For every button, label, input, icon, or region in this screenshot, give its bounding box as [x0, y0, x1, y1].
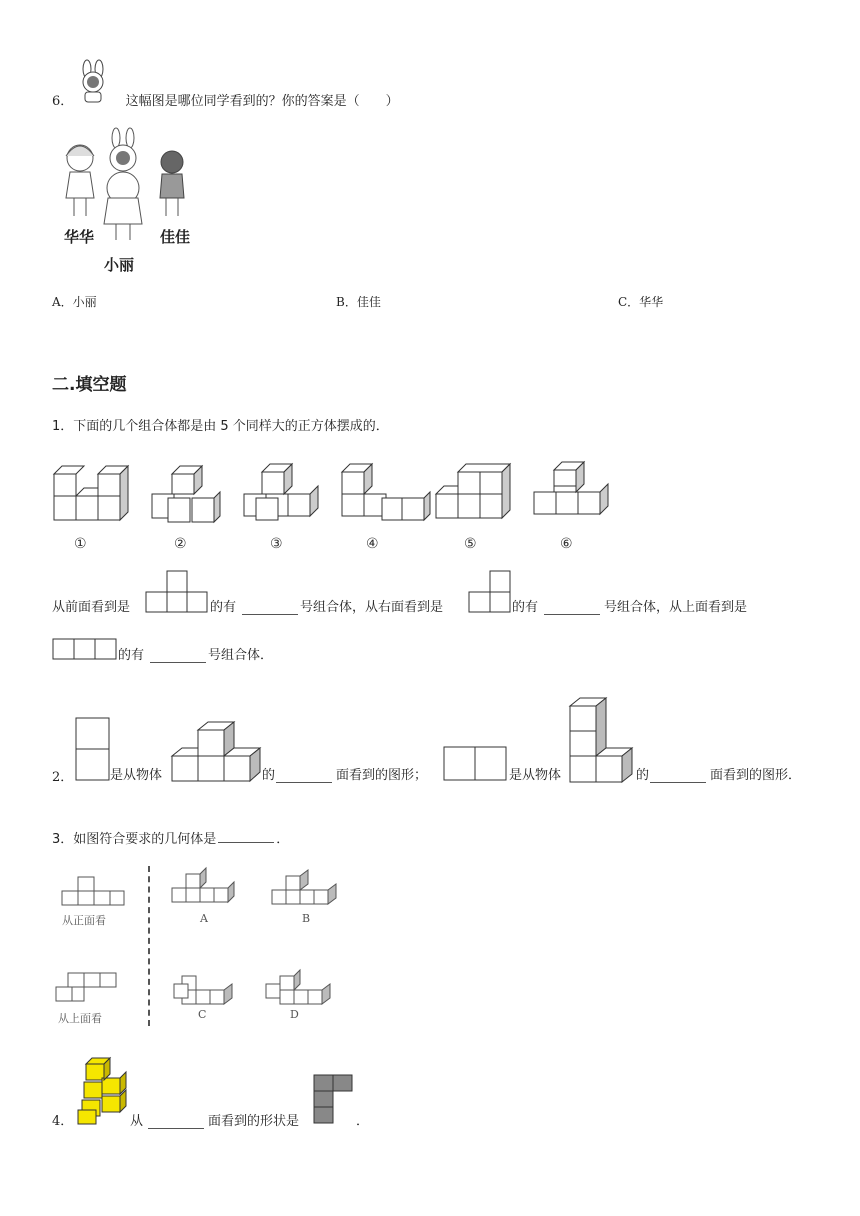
- f2-text-a: 是从物体: [110, 768, 163, 783]
- f1-line1-e: 号组合体，从上面看到是: [604, 600, 748, 615]
- f4-yellow-cubes: [76, 1056, 132, 1126]
- f3-top-view: [54, 972, 120, 1006]
- q6-option-b[interactable]: B．佳佳: [336, 295, 381, 309]
- f1-cube-assemblies: [52, 460, 632, 530]
- f1-line1-d: 的有: [512, 600, 539, 615]
- f4-text-b: 面看到的形状是: [208, 1114, 300, 1129]
- f2-blank-1[interactable]: [276, 770, 332, 783]
- f3-front-caption: 从正面看: [62, 914, 106, 927]
- f1-label-5: ⑤: [464, 536, 477, 552]
- f1-top-view-shape: [52, 638, 118, 660]
- f3-label-d: D: [290, 1008, 299, 1021]
- f1-front-view-shape: [145, 570, 209, 614]
- f2-number: 2．: [52, 770, 74, 785]
- f2-object-1: [170, 720, 262, 782]
- f1-line1-b: 的有: [210, 600, 237, 615]
- f1-blank-3[interactable]: [150, 650, 206, 663]
- f2-text-c: 面看到的图形；: [336, 768, 428, 783]
- q6-question: [52, 94, 399, 110]
- f1-blank-2[interactable]: [544, 602, 600, 615]
- f1-label-1: ①: [74, 536, 87, 552]
- f1-blank-1[interactable]: [242, 602, 298, 615]
- f3-top-caption: 从上面看: [58, 1012, 102, 1025]
- f2-text-b: 的: [262, 768, 276, 783]
- f4-text-a: 从: [130, 1114, 144, 1129]
- f1-right-view-shape: [468, 570, 512, 614]
- q6-name-middle: 小丽: [104, 256, 135, 274]
- f2-text-f: 面看到的图形．: [710, 768, 802, 783]
- f4-gray-shape: [313, 1074, 355, 1124]
- f1-label-4: ④: [366, 536, 379, 552]
- f1-line1-c: 号组合体，从右面看到是: [300, 600, 444, 615]
- f3-front-view: [60, 876, 126, 908]
- f2-object-2: [568, 696, 636, 786]
- f3-blank[interactable]: [218, 830, 274, 843]
- f1-label-3: ③: [270, 536, 283, 552]
- f3-label-c: C: [198, 1008, 207, 1021]
- q6-option-c[interactable]: C．华华: [618, 295, 664, 309]
- f3-stem: [52, 830, 289, 848]
- q6-name-left: 华华: [64, 228, 95, 246]
- f4-end: ．: [356, 1114, 370, 1129]
- q6-text: 这幅图是哪位同学看到的？你的答案是（ ）: [125, 94, 399, 109]
- f4-blank[interactable]: [148, 1116, 204, 1129]
- f2-view-shape-1: [75, 717, 111, 783]
- q6-name-right: 佳佳: [160, 228, 191, 246]
- section-title: 二.填空题: [52, 375, 127, 395]
- f3-dashed-divider: [148, 866, 150, 1026]
- f3-label-b: B: [302, 912, 311, 925]
- f1-stem: 1．下面的几个组合体都是由 5 个同样大的正方体摆成的．: [52, 419, 389, 434]
- q6-number: 6．: [52, 94, 74, 109]
- f1-label-2: ②: [174, 536, 187, 552]
- f1-line1-a: 从前面看到是: [52, 600, 131, 615]
- f1-line2-a: 的有: [118, 648, 145, 663]
- f3-stem-end: ．: [276, 832, 290, 847]
- f2-text-e: 的: [636, 768, 650, 783]
- q6-children-illustration: [56, 128, 201, 273]
- f2-view-shape-2: [443, 746, 509, 782]
- f3-label-a: A: [200, 912, 208, 925]
- f4-number: 4．: [52, 1114, 74, 1129]
- f3-stem-text: 3．如图符合要求的几何体是: [52, 832, 217, 847]
- f2-blank-2[interactable]: [650, 770, 706, 783]
- f3-option-shapes: [168, 872, 348, 1022]
- q6-option-a[interactable]: A．小丽: [52, 295, 97, 309]
- f2-text-d: 是从物体: [509, 768, 562, 783]
- f1-line2-b: 号组合体．: [208, 648, 274, 663]
- f1-label-6: ⑥: [560, 536, 573, 552]
